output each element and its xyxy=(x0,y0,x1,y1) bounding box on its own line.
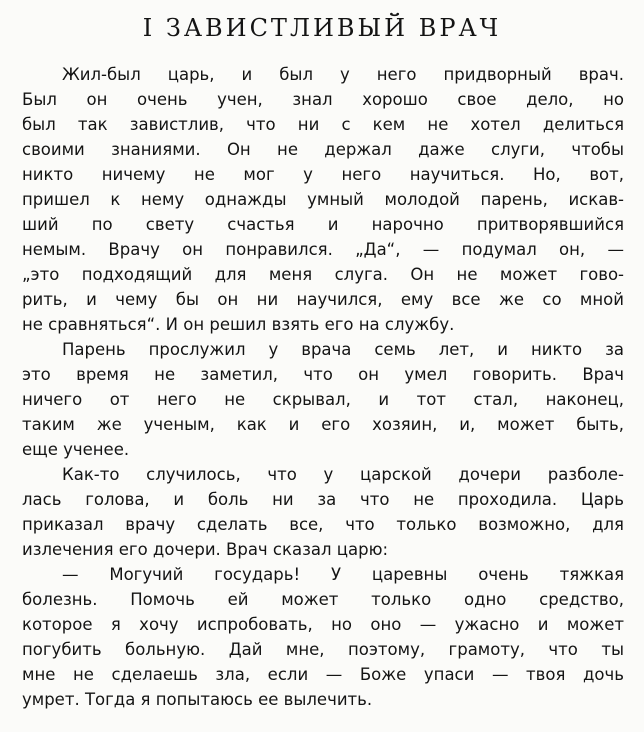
text-line: Парень прослужил у врача семь лет, и никто за xyxy=(62,340,624,359)
text-line: приказал врачу сделать все, что только возможно, для xyxy=(22,515,624,534)
text-line: мне не сделаешь зла, если — Боже упаси — твоя дочь xyxy=(22,665,624,684)
text-line: это время не заметил, что он умел говорить. Врач xyxy=(22,365,624,384)
text-line: лась голова, и боль ни за что не проходила. Царь xyxy=(22,490,624,509)
chapter-title: I ЗАВИСТЛИВЫЙ ВРАЧ xyxy=(142,14,502,42)
text-line: Был он очень учен, знал хорошо свое дело, но xyxy=(22,90,624,109)
text-line: немым. Врачу он понравился. „Да“, — подумал он, — xyxy=(22,240,624,259)
text-line: погубить больную. Дай мне, поэтому, грамоту, что ты xyxy=(22,640,624,659)
paragraph xyxy=(22,462,624,562)
text-line: умрет. Тогда я попытаюсь ее вылечить. xyxy=(22,690,373,709)
text-line: ший по свету счастья и нарочно притворявшийся xyxy=(22,215,624,234)
text-line: таким же ученым, как и его хозяин, и, может быть, xyxy=(22,415,624,434)
story-text xyxy=(22,62,624,712)
text-line: которое я хочу испробовать, но оно — ужасно и может xyxy=(22,615,624,634)
text-line: излечения его дочери. Врач сказал царю: xyxy=(22,540,389,559)
text-line: не сравняться“. И он решил взять его на службу. xyxy=(22,315,455,334)
text-line: — Могучий государь! У царевны очень тяжкая xyxy=(62,565,624,584)
text-line: Как-то случилось, что у царской дочери разболе- xyxy=(62,465,624,484)
text-line: рить, и чему бы он ни научился, ему все же со мной xyxy=(22,290,624,309)
text-line: „это подходящий для меня слуга. Он не может гово- xyxy=(22,265,624,284)
paragraph xyxy=(22,562,624,712)
text-line: своими знаниями. Он не держал даже слуги, чтобы xyxy=(22,140,624,159)
paragraph xyxy=(22,62,624,337)
text-line: был так завистлив, что ни с кем не хотел делиться xyxy=(22,115,624,134)
paragraph xyxy=(22,337,624,462)
text-line: еще ученее. xyxy=(22,440,130,459)
text-line: Жил-был царь, и был у него придворный врач. xyxy=(62,65,624,84)
text-line: пришел к нему однажды умный молодой парень, искав- xyxy=(22,190,624,209)
text-line: ничего от него не скрывал, и тот стал, наконец, xyxy=(22,390,624,409)
text-line: болезнь. Помочь ей может только одно средство, xyxy=(22,590,624,609)
text-line: никто ничему не мог у него научиться. Но, вот, xyxy=(22,165,624,184)
